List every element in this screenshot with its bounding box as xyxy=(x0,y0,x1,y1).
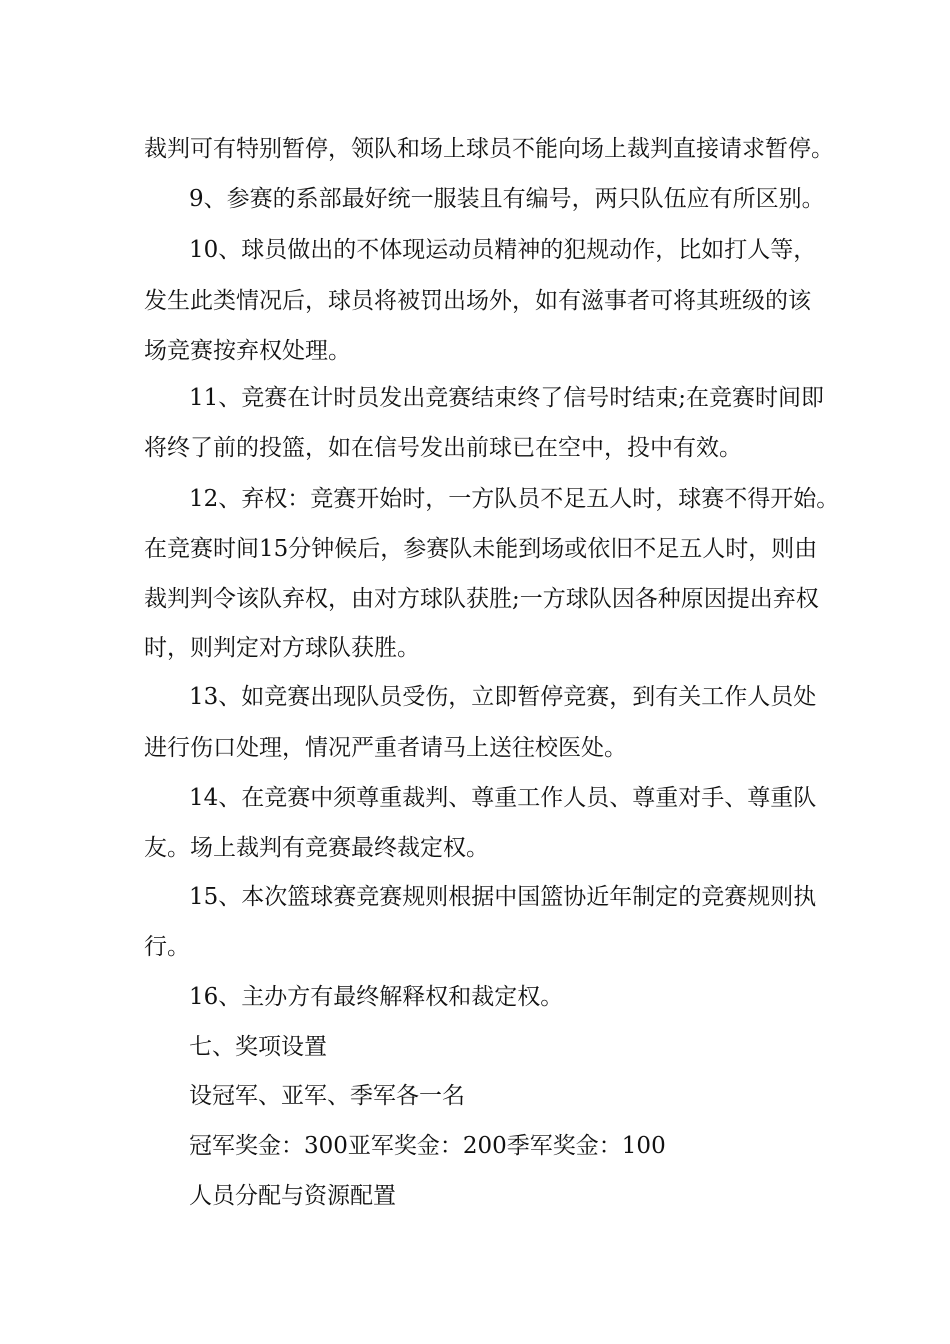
text-line-18: 16、主办方有最终解释权和裁定权。 xyxy=(189,984,564,1010)
text-line-5: 场竞赛按弃权处理。 xyxy=(144,338,351,364)
text-line-20: 设冠军、亚军、季军各一名 xyxy=(189,1083,465,1109)
text-line-14: 14、在竞赛中须尊重裁判、尊重工作人员、尊重对手、尊重队 xyxy=(189,785,817,811)
text-line-1: 裁判可有特别暂停，领队和场上球员不能向场上裁判直接请求暂停。 xyxy=(144,136,834,162)
text-line-16: 15、本次篮球赛竞赛规则根据中国篮协近年制定的竞赛规则执 xyxy=(189,884,817,910)
text-line-6: 11、竞赛在计时员发出竞赛结束终了信号时结束;在竞赛时间即 xyxy=(189,385,825,411)
text-line-9: 在竞赛时间15分钟候后，参赛队未能到场或依旧不足五人时，则由 xyxy=(144,536,818,562)
text-line-21: 冠军奖金：300亚军奖金：200季军奖金：100 xyxy=(189,1133,666,1159)
text-line-10: 裁判判令该队弃权，由对方球队获胜;一方球队因各种原因提出弃权 xyxy=(144,586,819,612)
text-line-17: 行。 xyxy=(144,934,190,960)
text-line-3: 10、球员做出的不体现运动员精神的犯规动作，比如打人等， xyxy=(189,237,817,263)
text-line-12: 13、如竞赛出现队员受伤，立即暂停竞赛，到有关工作人员处 xyxy=(189,684,817,710)
text-line-22: 人员分配与资源配置 xyxy=(189,1183,396,1209)
text-line-8: 12、弃权：竞赛开始时，一方队员不足五人时，球赛不得开始。 xyxy=(189,486,840,512)
text-line-2: 9、参赛的系部最好统一服装且有编号，两只队伍应有所区别。 xyxy=(189,186,825,212)
text-line-4: 发生此类情况后，球员将被罚出场外，如有滋事者可将其班级的该 xyxy=(144,288,811,314)
section-heading: 七、奖项设置 xyxy=(189,1034,327,1060)
text-line-7: 将终了前的投篮，如在信号发出前球已在空中，投中有效。 xyxy=(144,435,742,461)
text-line-13: 进行伤口处理，情况严重者请马上送往校医处。 xyxy=(144,735,627,761)
text-line-11: 时，则判定对方球队获胜。 xyxy=(144,635,420,661)
text-line-15: 友。场上裁判有竞赛最终裁定权。 xyxy=(144,835,489,861)
